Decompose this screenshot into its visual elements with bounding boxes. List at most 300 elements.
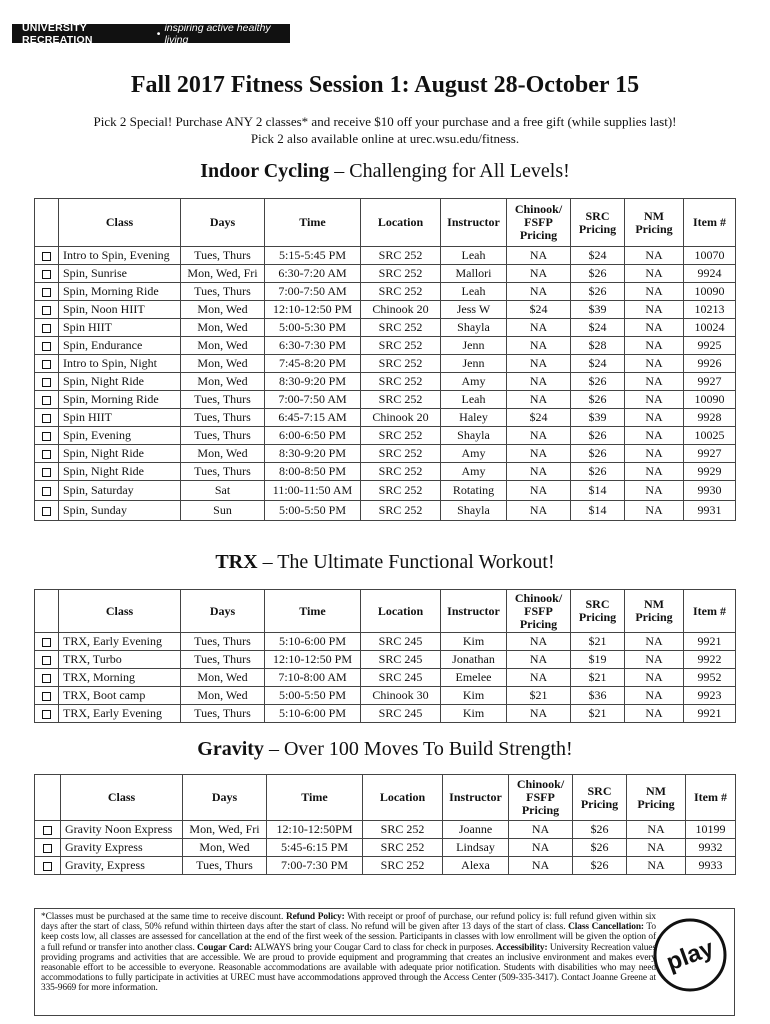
location-cell: SRC 245 bbox=[361, 669, 441, 687]
header-nm bbox=[627, 775, 686, 821]
src-price-cell: $26 bbox=[573, 821, 627, 839]
location-cell: SRC 252 bbox=[361, 283, 441, 301]
item-number-cell: 9929 bbox=[684, 463, 736, 481]
item-number-cell: 10090 bbox=[684, 391, 736, 409]
chinook-price-cell: NA bbox=[507, 373, 571, 391]
time-cell: 5:00-5:30 PM bbox=[265, 319, 361, 337]
header-chinook-line: Pricing bbox=[521, 803, 560, 817]
class-cell: Spin HIIT bbox=[59, 409, 181, 427]
org-name: UNIVERSITY RECREATION bbox=[22, 21, 93, 46]
days-cell: Sat bbox=[181, 481, 265, 501]
chinook-price-cell: NA bbox=[507, 319, 571, 337]
select-checkbox[interactable] bbox=[42, 324, 51, 333]
header-item: Item # bbox=[684, 590, 736, 633]
days-cell: Tues, Thurs bbox=[181, 705, 265, 723]
table-row bbox=[35, 669, 736, 687]
play-logo-icon bbox=[652, 917, 728, 993]
location-cell: Chinook 20 bbox=[361, 409, 441, 427]
chinook-price-cell: NA bbox=[507, 705, 571, 723]
instructor-cell: Lindsay bbox=[443, 839, 509, 857]
header-instructor: Instructor bbox=[441, 590, 507, 633]
select-checkbox[interactable] bbox=[42, 468, 51, 477]
src-price-cell: $26 bbox=[571, 463, 625, 481]
location-cell: SRC 245 bbox=[361, 651, 441, 669]
table-row bbox=[35, 839, 736, 857]
nm-price-cell: NA bbox=[625, 501, 684, 521]
header-class: Class bbox=[59, 590, 181, 633]
days-cell: Tues, Thurs bbox=[181, 247, 265, 265]
src-price-cell: $26 bbox=[571, 391, 625, 409]
header-check bbox=[35, 199, 59, 247]
instructor-cell: Mallori bbox=[441, 265, 507, 283]
item-number-cell: 9921 bbox=[684, 633, 736, 651]
src-price-cell: $19 bbox=[571, 651, 625, 669]
select-checkbox[interactable] bbox=[42, 252, 51, 261]
table-row bbox=[35, 651, 736, 669]
select-checkbox[interactable] bbox=[42, 432, 51, 441]
select-checkbox[interactable] bbox=[42, 270, 51, 279]
src-price-cell: $24 bbox=[571, 319, 625, 337]
src-price-cell: $36 bbox=[571, 687, 625, 705]
footer-text bbox=[41, 912, 656, 994]
select-checkbox[interactable] bbox=[42, 342, 51, 351]
header-nm bbox=[625, 199, 684, 247]
instructor-cell: Jenn bbox=[441, 337, 507, 355]
src-price-cell: $14 bbox=[571, 501, 625, 521]
item-number-cell: 9932 bbox=[686, 839, 736, 857]
days-cell: Mon, Wed, Fri bbox=[181, 265, 265, 283]
header-days: Days bbox=[181, 590, 265, 633]
instructor-cell: Amy bbox=[441, 463, 507, 481]
location-cell: SRC 252 bbox=[361, 355, 441, 373]
select-checkbox[interactable] bbox=[42, 414, 51, 423]
src-price-cell: $24 bbox=[571, 247, 625, 265]
class-cell: Spin, Sunrise bbox=[59, 265, 181, 283]
header-time: Time bbox=[265, 199, 361, 247]
src-price-cell: $26 bbox=[571, 373, 625, 391]
days-cell: Tues, Thurs bbox=[181, 463, 265, 481]
select-cell bbox=[35, 687, 59, 705]
table-row bbox=[35, 633, 736, 651]
instructor-cell: Alexa bbox=[443, 857, 509, 875]
table-row bbox=[35, 705, 736, 723]
src-price-cell: $26 bbox=[571, 265, 625, 283]
nm-price-cell: NA bbox=[627, 821, 686, 839]
play-logo-text: play bbox=[662, 934, 718, 977]
days-cell: Mon, Wed bbox=[181, 319, 265, 337]
select-checkbox[interactable] bbox=[42, 378, 51, 387]
promo-text bbox=[0, 113, 770, 147]
chinook-price-cell: NA bbox=[507, 669, 571, 687]
header-nm-line: NM bbox=[644, 208, 664, 223]
select-cell bbox=[35, 651, 59, 669]
days-cell: Mon, Wed bbox=[181, 373, 265, 391]
header-chinook-line: FSFP bbox=[526, 790, 555, 804]
chinook-price-cell: $24 bbox=[507, 301, 571, 319]
select-checkbox[interactable] bbox=[42, 692, 51, 701]
days-cell: Tues, Thurs bbox=[181, 633, 265, 651]
header-src-line: Pricing bbox=[578, 610, 617, 624]
header-nm-line: NM bbox=[646, 783, 666, 798]
header-class: Class bbox=[61, 775, 183, 821]
src-price-cell: $26 bbox=[571, 427, 625, 445]
instructor-cell: Jess W bbox=[441, 301, 507, 319]
select-checkbox[interactable] bbox=[42, 710, 51, 719]
location-cell: Chinook 20 bbox=[361, 301, 441, 319]
time-cell: 8:00-8:50 PM bbox=[265, 463, 361, 481]
select-checkbox[interactable] bbox=[42, 507, 51, 516]
page-title: Fall 2017 Fitness Session 1: August 28-October 15 bbox=[130, 72, 640, 98]
header-src-line: Pricing bbox=[578, 221, 617, 236]
table-row bbox=[35, 337, 736, 355]
header-chinook bbox=[509, 775, 573, 821]
chinook-price-cell: $21 bbox=[507, 687, 571, 705]
header-chinook bbox=[507, 590, 571, 633]
select-checkbox[interactable] bbox=[42, 396, 51, 405]
section-title-cycling bbox=[0, 160, 770, 183]
select-checkbox[interactable] bbox=[43, 862, 52, 871]
header-class: Class bbox=[59, 199, 181, 247]
instructor-cell: Leah bbox=[441, 247, 507, 265]
header-location: Location bbox=[363, 775, 443, 821]
chinook-price-cell: NA bbox=[507, 283, 571, 301]
header-nm-line: Pricing bbox=[637, 796, 675, 811]
header-location: Location bbox=[361, 199, 441, 247]
class-cell: TRX, Turbo bbox=[59, 651, 181, 669]
promo-line-2: Pick 2 also available online at urec.wsu.edu/fitness. bbox=[250, 131, 520, 146]
select-checkbox[interactable] bbox=[42, 656, 51, 665]
instructor-cell: Emelee bbox=[441, 669, 507, 687]
time-cell: 5:10-6:00 PM bbox=[265, 705, 361, 723]
chinook-price-cell: NA bbox=[507, 337, 571, 355]
table-row bbox=[35, 857, 736, 875]
select-cell bbox=[35, 669, 59, 687]
src-price-cell: $24 bbox=[571, 355, 625, 373]
header-time: Time bbox=[267, 775, 363, 821]
instructor-cell: Kim bbox=[441, 687, 507, 705]
select-checkbox[interactable] bbox=[42, 288, 51, 297]
chinook-price-cell: NA bbox=[507, 463, 571, 481]
tagline: inspiring active healthy living bbox=[164, 21, 271, 46]
class-cell: Intro to Spin, Night bbox=[59, 355, 181, 373]
class-cell: TRX, Early Evening bbox=[59, 633, 181, 651]
location-cell: SRC 252 bbox=[361, 391, 441, 409]
days-cell: Mon, Wed, Fri bbox=[183, 821, 267, 839]
item-number-cell: 10090 bbox=[684, 283, 736, 301]
days-cell: Tues, Thurs bbox=[181, 283, 265, 301]
chinook-price-cell: NA bbox=[507, 651, 571, 669]
select-checkbox[interactable] bbox=[42, 674, 51, 683]
select-cell bbox=[35, 857, 61, 875]
time-cell: 8:30-9:20 PM bbox=[265, 445, 361, 463]
instructor-cell: Haley bbox=[441, 409, 507, 427]
header-nm-line: Pricing bbox=[635, 221, 673, 236]
src-price-cell: $39 bbox=[571, 409, 625, 427]
class-cell: TRX, Boot camp bbox=[59, 687, 181, 705]
time-cell: 12:10-12:50PM bbox=[267, 821, 363, 839]
header-chinook-line: Pricing bbox=[519, 616, 558, 631]
select-cell bbox=[35, 355, 59, 373]
class-cell: Spin HIIT bbox=[59, 319, 181, 337]
class-cell: Spin, Night Ride bbox=[59, 373, 181, 391]
location-cell: SRC 252 bbox=[361, 463, 441, 481]
days-cell: Mon, Wed bbox=[181, 301, 265, 319]
days-cell: Mon, Wed bbox=[181, 337, 265, 355]
chinook-price-cell: NA bbox=[507, 247, 571, 265]
header-check bbox=[35, 775, 61, 821]
nm-price-cell: NA bbox=[625, 373, 684, 391]
table-header-row bbox=[35, 590, 736, 633]
trx-table bbox=[34, 589, 736, 723]
class-cell: Spin, Endurance bbox=[59, 337, 181, 355]
header-banner bbox=[12, 21, 290, 46]
select-cell bbox=[35, 427, 59, 445]
location-cell: SRC 252 bbox=[363, 839, 443, 857]
select-cell bbox=[35, 501, 59, 521]
src-price-cell: $39 bbox=[571, 301, 625, 319]
nm-price-cell: NA bbox=[625, 463, 684, 481]
time-cell: 5:15-5:45 PM bbox=[265, 247, 361, 265]
chinook-price-cell: NA bbox=[509, 839, 573, 857]
header-instructor: Instructor bbox=[441, 199, 507, 247]
chinook-price-cell: NA bbox=[507, 427, 571, 445]
chinook-price-cell: NA bbox=[507, 391, 571, 409]
location-cell: SRC 252 bbox=[361, 337, 441, 355]
item-number-cell: 9927 bbox=[684, 373, 736, 391]
nm-price-cell: NA bbox=[625, 633, 684, 651]
days-cell: Mon, Wed bbox=[183, 839, 267, 857]
location-cell: SRC 252 bbox=[361, 319, 441, 337]
instructor-cell: Leah bbox=[441, 391, 507, 409]
nm-price-cell: NA bbox=[625, 427, 684, 445]
access-text: University Recreation values providing programs and activities that are accessible. We are proud to provide equipment and programming that creates an inclusive environment and makes every reasonable effort to be accessible to everyone. Reasonable accommodations are available with adequate prior notification. Students with disabilities who may need accommodations to fully participate in activities at UREC must have accommodations approved through the Access Center (509-335-3417). Contact Joanne Greene at 335-9669 for more information. bbox=[41, 942, 656, 994]
nm-price-cell: NA bbox=[625, 283, 684, 301]
time-cell: 12:10-12:50 PM bbox=[265, 651, 361, 669]
chinook-price-cell: NA bbox=[507, 481, 571, 501]
header-chinook-line: Chinook/ bbox=[514, 202, 563, 216]
gravity-table bbox=[34, 774, 736, 875]
location-cell: SRC 252 bbox=[361, 373, 441, 391]
access-label: Accessibility: bbox=[495, 942, 548, 953]
refund-label: Refund Policy: bbox=[285, 912, 345, 922]
nm-price-cell: NA bbox=[625, 669, 684, 687]
select-cell bbox=[35, 283, 59, 301]
days-cell: Mon, Wed bbox=[181, 445, 265, 463]
footer-policies bbox=[34, 908, 735, 1016]
select-cell bbox=[35, 839, 61, 857]
time-cell: 6:45-7:15 AM bbox=[265, 409, 361, 427]
section-subtitle: – The Ultimate Functional Workout! bbox=[257, 551, 555, 573]
footer-intro: *Classes must be purchased at the same time to receive discount. bbox=[41, 912, 286, 922]
select-cell bbox=[35, 409, 59, 427]
days-cell: Sun bbox=[181, 501, 265, 521]
table-row bbox=[35, 391, 736, 409]
class-cell: Spin, Noon HIIT bbox=[59, 301, 181, 319]
select-checkbox[interactable] bbox=[42, 487, 51, 496]
time-cell: 5:10-6:00 PM bbox=[265, 633, 361, 651]
nm-price-cell: NA bbox=[625, 355, 684, 373]
time-cell: 5:45-6:15 PM bbox=[267, 839, 363, 857]
src-price-cell: $26 bbox=[573, 857, 627, 875]
item-number-cell: 10024 bbox=[684, 319, 736, 337]
header-time: Time bbox=[265, 590, 361, 633]
class-cell: Spin, Morning Ride bbox=[59, 391, 181, 409]
src-price-cell: $26 bbox=[573, 839, 627, 857]
table-row bbox=[35, 445, 736, 463]
instructor-cell: Shayla bbox=[441, 501, 507, 521]
days-cell: Tues, Thurs bbox=[183, 857, 267, 875]
select-checkbox[interactable] bbox=[43, 844, 52, 853]
chinook-price-cell: NA bbox=[507, 355, 571, 373]
location-cell: SRC 252 bbox=[363, 821, 443, 839]
table-row bbox=[35, 355, 736, 373]
location-cell: SRC 245 bbox=[361, 633, 441, 651]
item-number-cell: 10213 bbox=[684, 301, 736, 319]
src-price-cell: $14 bbox=[571, 481, 625, 501]
table-row bbox=[35, 501, 736, 521]
cycling-table bbox=[34, 198, 736, 521]
item-number-cell: 9930 bbox=[684, 481, 736, 501]
nm-price-cell: NA bbox=[625, 409, 684, 427]
days-cell: Tues, Thurs bbox=[181, 651, 265, 669]
days-cell: Tues, Thurs bbox=[181, 391, 265, 409]
nm-price-cell: NA bbox=[625, 651, 684, 669]
header-item: Item # bbox=[686, 775, 736, 821]
src-price-cell: $28 bbox=[571, 337, 625, 355]
time-cell: 7:00-7:50 AM bbox=[265, 391, 361, 409]
class-cell: Gravity Noon Express bbox=[61, 821, 183, 839]
chinook-price-cell: NA bbox=[507, 633, 571, 651]
select-cell bbox=[35, 445, 59, 463]
src-price-cell: $21 bbox=[571, 633, 625, 651]
table-row bbox=[35, 301, 736, 319]
class-cell: Gravity, Express bbox=[61, 857, 183, 875]
table-header-row bbox=[35, 775, 736, 821]
item-number-cell: 9952 bbox=[684, 669, 736, 687]
nm-price-cell: NA bbox=[627, 839, 686, 857]
select-checkbox[interactable] bbox=[42, 306, 51, 315]
nm-price-cell: NA bbox=[625, 687, 684, 705]
section-name: TRX bbox=[215, 551, 258, 573]
nm-price-cell: NA bbox=[627, 857, 686, 875]
days-cell: Mon, Wed bbox=[181, 355, 265, 373]
header-chinook-line: Chinook/ bbox=[514, 590, 563, 605]
header-src-line: SRC bbox=[585, 208, 610, 223]
select-cell bbox=[35, 337, 59, 355]
class-cell: Spin, Night Ride bbox=[59, 445, 181, 463]
days-cell: Tues, Thurs bbox=[181, 427, 265, 445]
card-text: ALWAYS bring your Cougar Card to class for check in purposes. bbox=[252, 942, 496, 953]
nm-price-cell: NA bbox=[625, 391, 684, 409]
select-checkbox[interactable] bbox=[42, 450, 51, 459]
instructor-cell: Rotating bbox=[441, 481, 507, 501]
class-cell: TRX, Early Evening bbox=[59, 705, 181, 723]
time-cell: 7:45-8:20 PM bbox=[265, 355, 361, 373]
header-chinook-line: Chinook/ bbox=[516, 777, 565, 791]
header-item: Item # bbox=[684, 199, 736, 247]
section-title-gravity bbox=[0, 738, 770, 761]
item-number-cell: 10070 bbox=[684, 247, 736, 265]
instructor-cell: Kim bbox=[441, 633, 507, 651]
class-cell: Spin, Sunday bbox=[59, 501, 181, 521]
location-cell: SRC 245 bbox=[361, 705, 441, 723]
select-cell bbox=[35, 633, 59, 651]
nm-price-cell: NA bbox=[625, 337, 684, 355]
header-nm-line: Pricing bbox=[635, 610, 673, 624]
header-location: Location bbox=[361, 590, 441, 633]
nm-price-cell: NA bbox=[625, 265, 684, 283]
section-name: Gravity bbox=[197, 738, 264, 760]
select-checkbox[interactable] bbox=[43, 826, 52, 835]
days-cell: Mon, Wed bbox=[181, 687, 265, 705]
item-number-cell: 9923 bbox=[684, 687, 736, 705]
refund-text: With receipt or proof of purchase, our refund policy is: full refund given within six days after the start of class, 50% refund within thirteen days after the start of class. No refund will be given after 13 days of the start of class. bbox=[41, 912, 656, 933]
select-cell bbox=[35, 821, 61, 839]
days-cell: Tues, Thurs bbox=[181, 409, 265, 427]
instructor-cell: Shayla bbox=[441, 319, 507, 337]
section-title-trx bbox=[0, 551, 770, 574]
class-cell: Intro to Spin, Evening bbox=[59, 247, 181, 265]
class-cell: Spin, Morning Ride bbox=[59, 283, 181, 301]
time-cell: 6:30-7:30 PM bbox=[265, 337, 361, 355]
time-cell: 8:30-9:20 PM bbox=[265, 373, 361, 391]
time-cell: 5:00-5:50 PM bbox=[265, 501, 361, 521]
instructor-cell: Joanne bbox=[443, 821, 509, 839]
table-row bbox=[35, 687, 736, 705]
item-number-cell: 10199 bbox=[686, 821, 736, 839]
location-cell: SRC 252 bbox=[361, 501, 441, 521]
select-cell bbox=[35, 373, 59, 391]
header-chinook-line: FSFP bbox=[524, 215, 553, 229]
class-cell: Gravity Express bbox=[61, 839, 183, 857]
select-checkbox[interactable] bbox=[42, 638, 51, 647]
table-header-row bbox=[35, 199, 736, 247]
table-row bbox=[35, 409, 736, 427]
location-cell: SRC 252 bbox=[361, 427, 441, 445]
select-cell bbox=[35, 265, 59, 283]
instructor-cell: Amy bbox=[441, 373, 507, 391]
location-cell: SRC 252 bbox=[361, 481, 441, 501]
select-cell bbox=[35, 391, 59, 409]
table-row bbox=[35, 481, 736, 501]
instructor-cell: Jonathan bbox=[441, 651, 507, 669]
nm-price-cell: NA bbox=[625, 481, 684, 501]
item-number-cell: 9931 bbox=[684, 501, 736, 521]
item-number-cell: 9922 bbox=[684, 651, 736, 669]
item-number-cell: 9921 bbox=[684, 705, 736, 723]
location-cell: SRC 252 bbox=[363, 857, 443, 875]
location-cell: SRC 252 bbox=[361, 247, 441, 265]
chinook-price-cell: NA bbox=[507, 265, 571, 283]
item-number-cell: 10025 bbox=[684, 427, 736, 445]
select-checkbox[interactable] bbox=[42, 360, 51, 369]
item-number-cell: 9925 bbox=[684, 337, 736, 355]
class-cell: TRX, Morning bbox=[59, 669, 181, 687]
time-cell: 5:00-5:50 PM bbox=[265, 687, 361, 705]
header-chinook-line: FSFP bbox=[524, 603, 553, 618]
header-nm-line: NM bbox=[644, 597, 664, 611]
header-check bbox=[35, 590, 59, 633]
chinook-price-cell: NA bbox=[509, 857, 573, 875]
header-chinook-line: Pricing bbox=[519, 228, 558, 242]
select-cell bbox=[35, 301, 59, 319]
card-label: Cougar Card: bbox=[197, 942, 253, 953]
table-row bbox=[35, 373, 736, 391]
header-src-line: Pricing bbox=[580, 796, 619, 811]
table-row bbox=[35, 821, 736, 839]
nm-price-cell: NA bbox=[625, 247, 684, 265]
header-src bbox=[571, 199, 625, 247]
